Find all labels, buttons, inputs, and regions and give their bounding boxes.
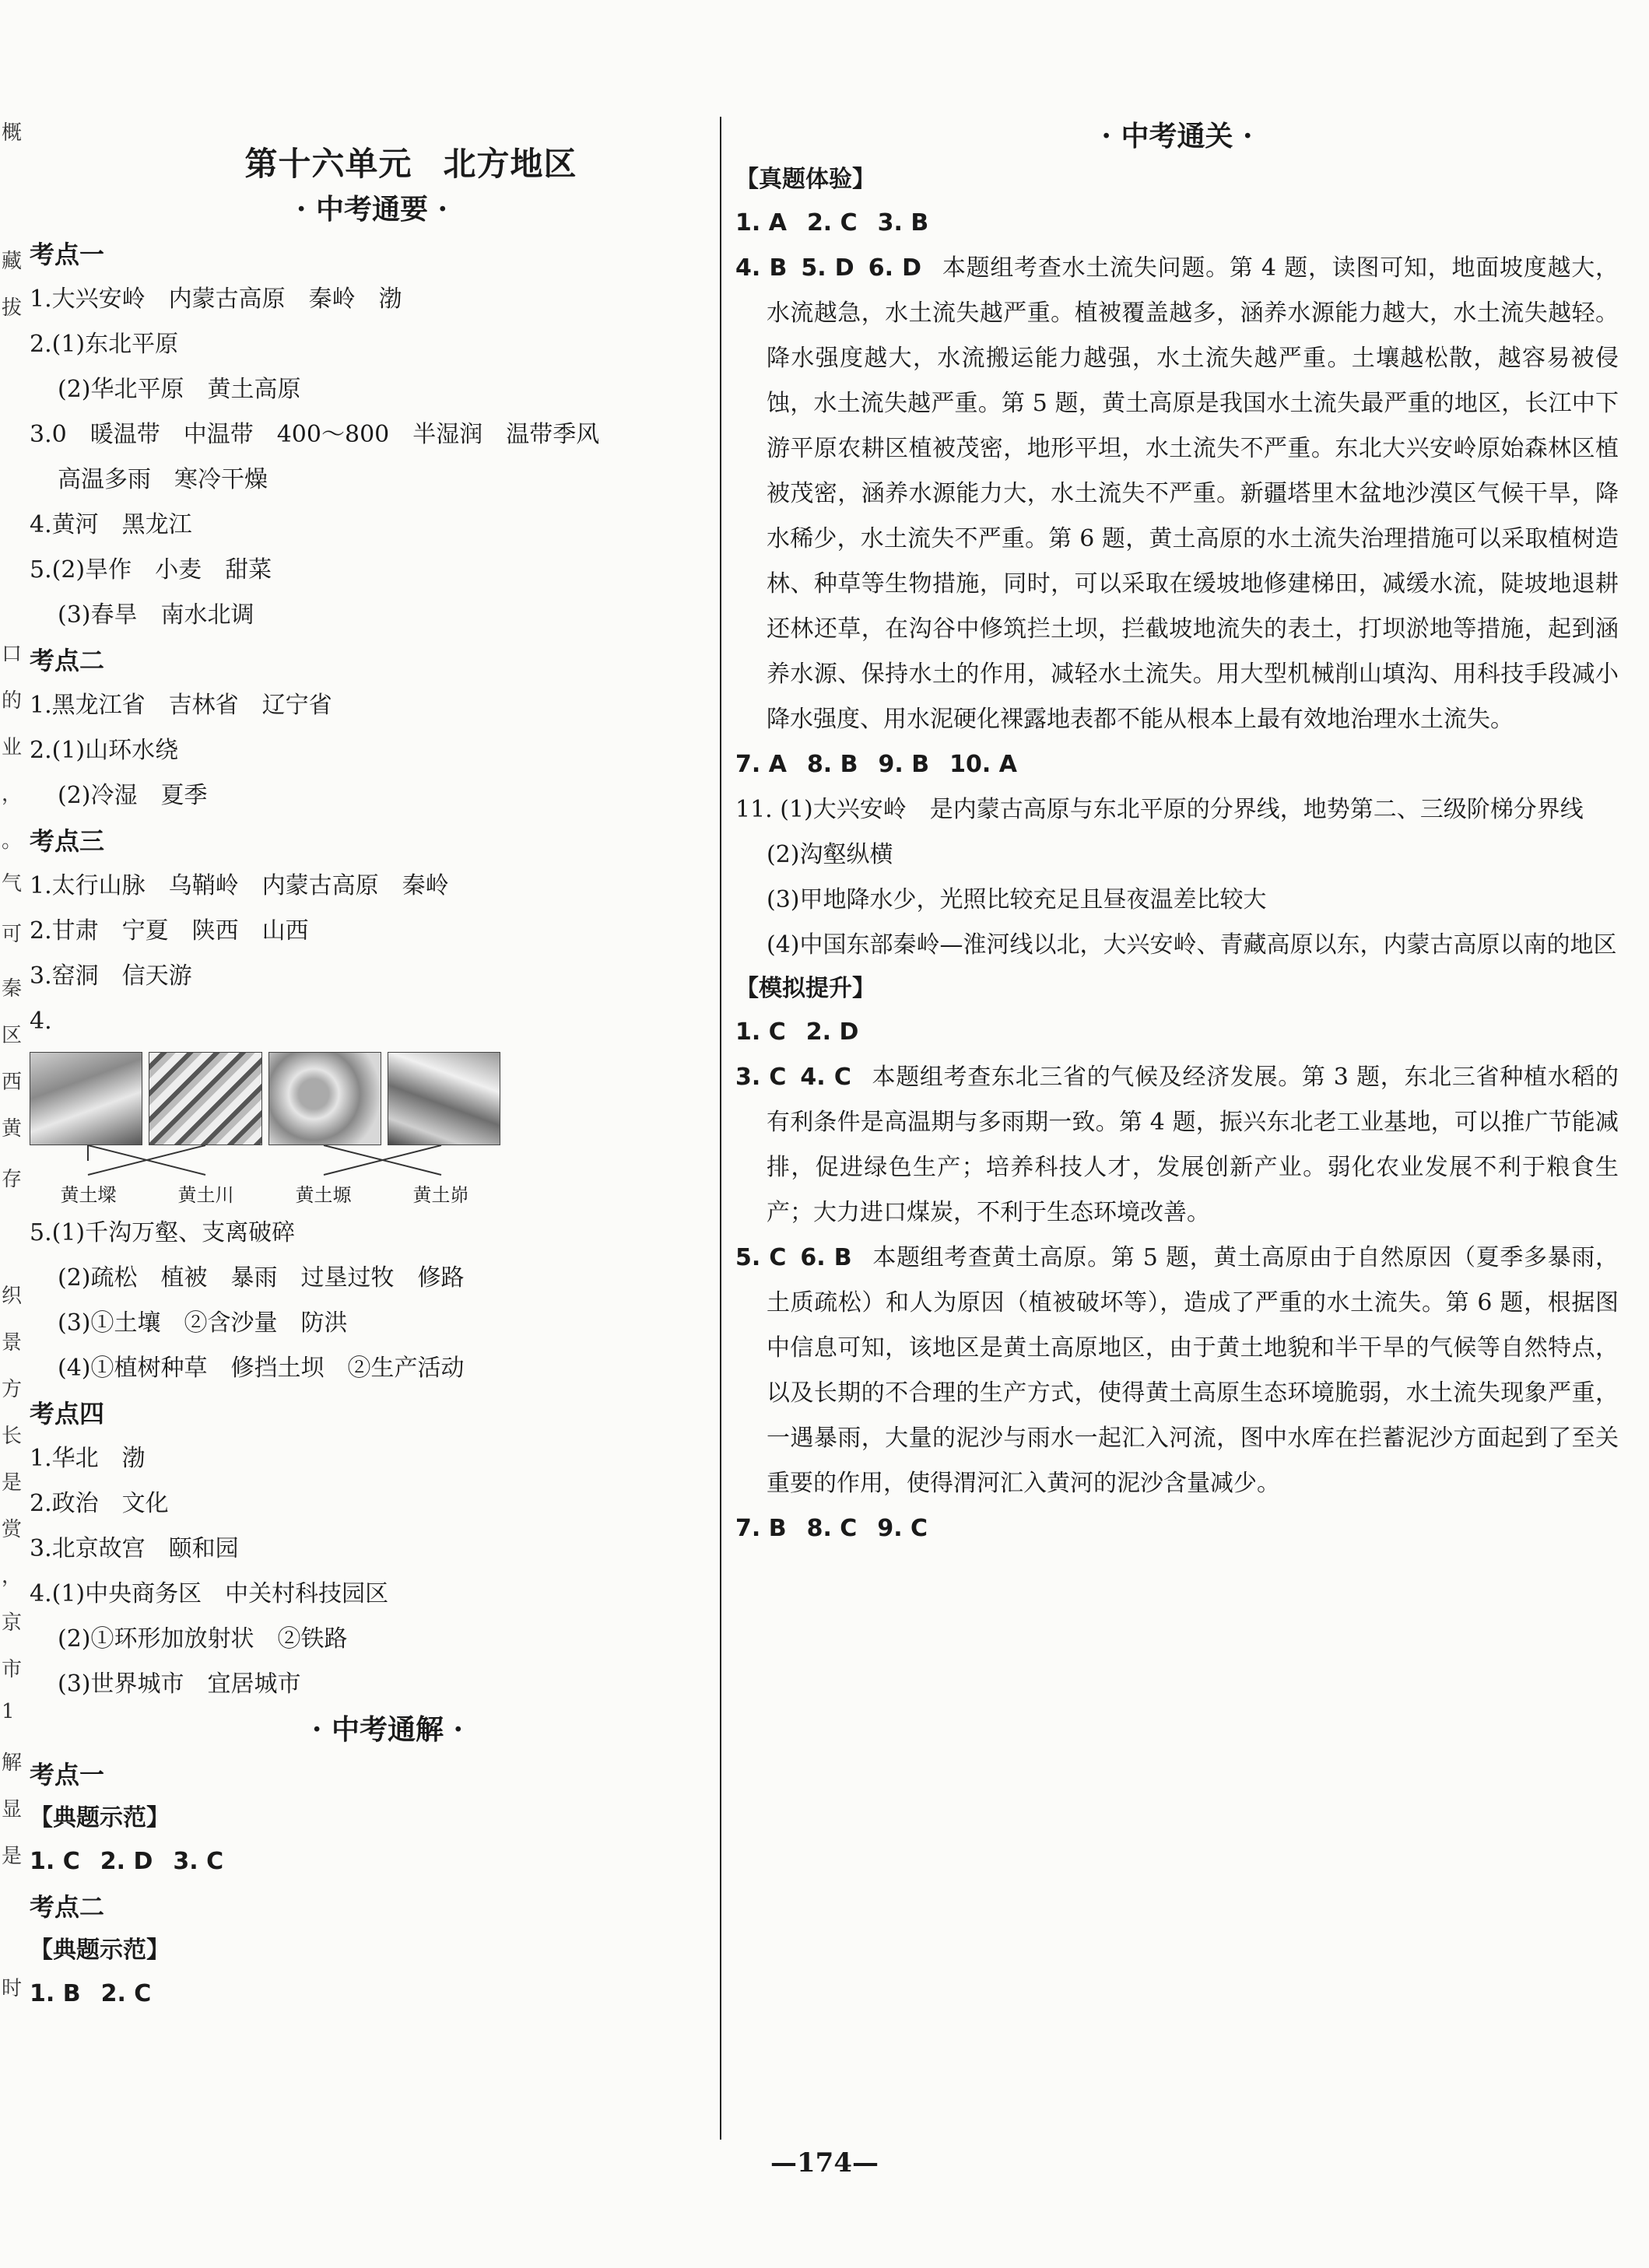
answer-line — [30, 954, 714, 999]
margin-fragment: 的 — [2, 689, 23, 713]
section-title-zhongkao-tongguan: · 中考通关 · — [1101, 120, 1253, 152]
answer-line — [30, 1527, 714, 1572]
answer-term: 暴雨 — [230, 1264, 278, 1292]
margin-fragment: 市 — [2, 1658, 23, 1681]
kaodian-2-heading: 考点二 — [30, 646, 105, 675]
answer-term: 宜居城市 — [207, 1670, 301, 1698]
sub-answer: (4)中国东部秦岭—淮河线以北，大兴安岭、青藏高原以东，内蒙古高原以南的地区 — [767, 931, 1617, 959]
answer-term: 寒冷干燥 — [174, 466, 268, 493]
section-title-zhongkao-tongyao: · 中考通要 · — [296, 193, 448, 226]
answer-term: 暖温带 — [89, 421, 160, 448]
tongjie-answers-2 — [30, 1972, 714, 2017]
answer-item: 7. B — [735, 1515, 787, 1542]
margin-fragment: ， — [2, 783, 23, 806]
answer-term: 温带季风 — [506, 421, 600, 448]
answer-item: 10. A — [949, 751, 1017, 778]
moni-answers-1 — [735, 1010, 1619, 1055]
answer-item: 8. C — [806, 1515, 858, 1542]
answer-term: 4.黄河 — [30, 511, 99, 538]
margin-fragment: 显 — [2, 1798, 23, 1821]
margin-fragment: 长 — [2, 1425, 23, 1448]
answer-line — [30, 1346, 714, 1391]
answer-item: 4. C — [800, 1064, 851, 1091]
answer-line — [30, 728, 714, 773]
margin-fragment: 藏 — [2, 250, 23, 273]
zhenti-answers-1 — [735, 201, 1619, 246]
tongjie-bracket-1: 【典题示范】 — [30, 1804, 170, 1832]
answer-line — [30, 909, 714, 954]
answer-term: 中关村科技园区 — [225, 1580, 389, 1607]
margin-fragment: 景 — [2, 1331, 23, 1355]
answer-term: (2)华北平原 — [58, 376, 184, 403]
answer-line — [30, 1662, 714, 1707]
answer-term: 2.(1)山环水绕 — [30, 737, 179, 764]
margin-fragment: 业 — [2, 736, 23, 759]
answer-term: 秦岭 — [402, 872, 449, 899]
left-column — [30, 117, 714, 2017]
answer-item: 9. B — [878, 751, 930, 778]
figure-caption: 黄土塬 — [295, 1184, 352, 1206]
answer-term: 1.华北 — [30, 1445, 99, 1472]
answer-term: (2)疏松 — [58, 1264, 138, 1292]
answers-4-6 — [735, 254, 921, 282]
answer-line — [30, 548, 714, 593]
margin-fragment: 织 — [2, 1285, 23, 1308]
unit-title — [193, 138, 629, 187]
answer-item: 2. C — [806, 209, 858, 237]
zhenti-answers-2 — [735, 742, 1619, 787]
answer-line — [30, 367, 714, 412]
answer-line — [30, 1617, 714, 1662]
margin-fragment: 存 — [2, 1168, 23, 1191]
answer-item: 6. B — [800, 1244, 852, 1271]
margin-fragment: 方 — [2, 1378, 23, 1401]
answer-term: 4. — [30, 1008, 52, 1035]
figure-captions — [30, 1180, 500, 1211]
answer-term: (2)①环形加放射状 — [58, 1625, 254, 1653]
margin-fragment: 。 — [2, 829, 23, 853]
answer-line — [30, 683, 714, 728]
answer-term: 信天游 — [121, 962, 192, 990]
tongjie-answers-1 — [30, 1839, 714, 1884]
sub-answer: (2)沟壑纵横 — [767, 841, 893, 868]
answer-term: 2.(1)东北平原 — [30, 331, 179, 358]
matching-lines — [30, 1145, 500, 1180]
answer-item: 8. B — [806, 751, 858, 778]
answer-term: ②生产活动 — [347, 1355, 465, 1382]
answer-line — [30, 1481, 714, 1527]
loess-mao-photo — [388, 1052, 500, 1145]
answer-term: 过垦过牧 — [300, 1264, 395, 1292]
answer-term: 2.甘肃 — [30, 917, 99, 945]
answer-term: 陕西 — [191, 917, 239, 945]
sub-answer: (3)甲地降水少，光照比较充足且昼夜温差比较大 — [767, 886, 1267, 913]
answer-term: 5.(2)旱作 — [30, 556, 132, 584]
margin-fragment: 口 — [2, 643, 23, 666]
kaodian-1-lines — [30, 277, 714, 638]
answer-item: 9. C — [877, 1515, 928, 1542]
margin-fragment: ， — [2, 1565, 23, 1588]
answers-3-4 — [735, 1064, 851, 1091]
margin-fragment: 解 — [2, 1751, 23, 1775]
margin-fragment: 西 — [2, 1071, 23, 1094]
answer-term: (3)世界城市 — [58, 1670, 184, 1698]
answer-term: ②含沙量 — [184, 1309, 278, 1337]
explanation-text-3-4: 本题组考查东北三省的气候及经济发展。第 3 题，东北三省种植水稻的有利条件是高温期与多雨期一致。第 4 题，振兴东北老工业基地，可以推广节能减排，促进绿色生产；培养科技人才，发展创新产业。弱化农业发展不利于粮食生产；大力进口煤炭，不利于生态环境改善。 — [767, 1064, 1619, 1226]
answer-term: 内蒙古高原 — [168, 286, 286, 313]
question-11-first: 11. (1)大兴安岭 是内蒙古高原与东北平原的分界线，地势第二、三级阶梯分界线 — [735, 796, 1584, 823]
answer-term: 3.北京故宫 — [30, 1535, 146, 1562]
margin-fragment: 时 — [2, 1977, 23, 2000]
tongjie-bracket-2: 【典题示范】 — [30, 1937, 170, 1964]
answer-line — [30, 773, 714, 819]
zhenti-explanation-4-6 — [735, 246, 1619, 742]
answer-item: 1. C — [735, 1018, 786, 1046]
loess-yuan-photo — [268, 1052, 381, 1145]
answer-line — [30, 999, 714, 1044]
answer-line — [30, 412, 714, 457]
moni-explanation-5-6 — [735, 1236, 1619, 1506]
margin-fragment: 概 — [2, 121, 23, 145]
answer-line — [30, 864, 714, 909]
zhenti-bracket: 【真题体验】 — [735, 166, 875, 193]
moni-answers-2 — [735, 1506, 1619, 1551]
answer-term: 黄土高原 — [207, 376, 301, 403]
moni-bracket: 【模拟提升】 — [735, 975, 875, 1002]
answer-term: 甜菜 — [225, 556, 272, 584]
answer-item: 3. C — [735, 1064, 787, 1091]
answer-term: (2)冷湿 — [58, 782, 138, 809]
unit-number: 第十六单元 — [244, 145, 412, 183]
answer-line — [30, 277, 714, 322]
unit-name: 北方地区 — [443, 145, 577, 183]
right-column — [735, 117, 1619, 1551]
margin-fragment: 黄 — [2, 1117, 23, 1141]
answer-term: 4.(1)中央商务区 — [30, 1580, 202, 1607]
answer-term: 渤 — [378, 286, 402, 313]
answer-term: 南水北调 — [160, 601, 254, 629]
explanation-text-4-6: 本题组考查水土流失问题。第 4 题，读图可知，地面坡度越大，水流越急，水土流失越严重。植被覆盖越多，涵养水源能力越大，水土流失越轻。降水强度越大，水流搬运能力越强，水土流失越严重。土壤越松散，越容易被侵蚀，水土流失越严重。第 5 题，黄土高原是我国水土流失最严重的地区，长江中下游平原农耕区植被茂密，地形平坦，水土流失不严重。东北大兴安岭原始森林区植被茂密，涵养水源能力大，水土流失不严重。新疆塔里木盆地沙漠区气候干旱，降水稀少，水土流失不严重。第 6 题，黄土高原的水土流失治理措施可以采取植树造林、种草等生物措施，同时，可以采取在缓坡地修建梯田，减缓水流，陡坡地退耕还林还草，在沟谷中修筑拦土坝，拦截坡地流失的表土，打坝淤地等措施，起到涵养水源、保持水土的作用，减轻水土流失。用大型机械削山填沟、用科技手段减小降水强度、用水泥硬化裸露地表都不能从根本上最有效地治理水土流失。 — [767, 254, 1619, 733]
answers-5-6 — [735, 1244, 852, 1271]
answer-term: 植被 — [160, 1264, 208, 1292]
answer-term: 文化 — [121, 1490, 169, 1517]
answer-term: 高温多雨 — [58, 466, 151, 493]
answer-term: 渤 — [121, 1445, 146, 1472]
answer-line — [30, 1301, 714, 1346]
answer-item: 5. C — [735, 1244, 787, 1271]
margin-fragment: 秦 — [2, 977, 23, 1001]
answer-item: 2. D — [100, 1848, 153, 1875]
answer-line — [30, 503, 714, 548]
margin-fragment: 可 — [2, 923, 23, 946]
answer-term: 修路 — [417, 1264, 465, 1292]
margin-fragment: 拔 — [2, 296, 23, 320]
margin-fragment: 区 — [2, 1024, 23, 1047]
page-number: —174— — [770, 2147, 879, 2179]
answer-term: 辽宁省 — [261, 692, 332, 719]
answer-term: 半湿润 — [412, 421, 483, 448]
answer-line — [30, 1572, 714, 1617]
answer-item: 2. C — [100, 1980, 152, 2007]
kaodian-3-lines — [30, 864, 714, 1044]
margin-fragment: 赏 — [2, 1518, 23, 1541]
figure-caption: 黄土川 — [177, 1184, 234, 1206]
explanation-text-5-6: 本题组考查黄土高原。第 5 题，黄土高原由于自然原因（夏季多暴雨，土质疏松）和人为原因（植被破坏等），造成了严重的水土流失。第 6 题，根据图中信息可知，该地区是黄土高原地区，由于黄土地貌和半干旱的气候等自然特点，以及长期的不合理的生产方式，使得黄土高原生态环境脆弱，水土流失现象严重，一遇暴雨，大量的泥沙与雨水一起汇入河流，图中水库在拦蓄泥沙方面起到了至关重要的作用，使得渭河汇入黄河的泥沙含量减少。 — [767, 1244, 1619, 1497]
answer-term: 1.大兴安岭 — [30, 286, 146, 313]
answer-term: 秦岭 — [308, 286, 356, 313]
answer-term: 宁夏 — [121, 917, 169, 945]
margin-fragment: 京 — [2, 1611, 23, 1635]
answer-line — [30, 593, 714, 638]
answer-term: 1.黑龙江省 — [30, 692, 146, 719]
margin-fragment: 气 — [2, 872, 23, 896]
answer-item: 2. D — [805, 1018, 859, 1046]
answer-term: 修挡土坝 — [230, 1355, 325, 1382]
answer-term: 3.0 — [30, 421, 67, 448]
answer-term: 1.太行山脉 — [30, 872, 146, 899]
answer-line — [30, 1211, 714, 1256]
figure-caption: 黄土墚 — [60, 1184, 117, 1206]
answer-term: 小麦 — [155, 556, 202, 584]
kaodian-1-heading: 考点一 — [30, 240, 105, 269]
column-divider — [720, 117, 721, 2140]
answer-item: 6. D — [868, 254, 922, 282]
answer-term: 3.窑洞 — [30, 962, 99, 990]
answer-line — [30, 1256, 714, 1301]
section-title-zhongkao-tongjie: · 中考通解 · — [311, 1713, 464, 1746]
kaodian-2-lines — [30, 683, 714, 819]
answer-term: 吉林省 — [168, 692, 239, 719]
answer-item: 7. A — [735, 751, 787, 778]
loess-liang-photo — [30, 1052, 142, 1145]
answer-term: 2.政治 — [30, 1490, 99, 1517]
margin-fragment: 1 — [2, 1700, 15, 1723]
loess-chuan-photo — [149, 1052, 261, 1145]
answer-term: 中温带 — [183, 421, 254, 448]
answer-term: 内蒙古高原 — [261, 872, 379, 899]
kaodian-3-heading: 考点三 — [30, 826, 105, 856]
answer-term: 乌鞘岭 — [168, 872, 239, 899]
answer-line — [30, 322, 714, 367]
loess-landform-figure — [30, 1052, 714, 1211]
question-11-subs — [735, 833, 1619, 968]
answer-item: 4. B — [735, 254, 788, 282]
moni-explanation-3-4 — [735, 1055, 1619, 1236]
answer-term: 400～800 — [276, 421, 390, 448]
answer-term: (4)①植树种草 — [58, 1355, 208, 1382]
kaodian-3-lines-2 — [30, 1211, 714, 1391]
answer-item: 1. C — [30, 1848, 80, 1875]
margin-fragment: 是 — [2, 1471, 23, 1495]
answer-item: 3. B — [877, 209, 929, 237]
answer-term: (3)春旱 — [58, 601, 138, 629]
figure-caption: 黄土峁 — [412, 1184, 469, 1206]
answer-item: 5. D — [801, 254, 854, 282]
answer-term: 山西 — [261, 917, 309, 945]
answer-term: ②铁路 — [277, 1625, 348, 1653]
answer-item: 1. B — [30, 1980, 81, 2007]
answer-term: 颐和园 — [168, 1535, 239, 1562]
answer-line — [30, 457, 714, 503]
answer-term: 黑龙江 — [121, 511, 192, 538]
answer-term: 夏季 — [160, 782, 208, 809]
kaodian-4-heading: 考点四 — [30, 1399, 105, 1428]
answer-term: (3)①土壤 — [58, 1309, 161, 1337]
tongjie-kaodian-1-heading: 考点一 — [30, 1760, 105, 1790]
answer-line — [30, 1436, 714, 1481]
kaodian-4-lines — [30, 1436, 714, 1707]
answer-item: 3. C — [173, 1848, 224, 1875]
answer-term: 5.(1)千沟万壑、支离破碎 — [30, 1219, 296, 1246]
margin-fragment: 是 — [2, 1845, 23, 1868]
tongjie-kaodian-2-heading: 考点二 — [30, 1892, 105, 1922]
answer-term: 防洪 — [300, 1309, 348, 1337]
answer-item: 1. A — [735, 209, 787, 237]
